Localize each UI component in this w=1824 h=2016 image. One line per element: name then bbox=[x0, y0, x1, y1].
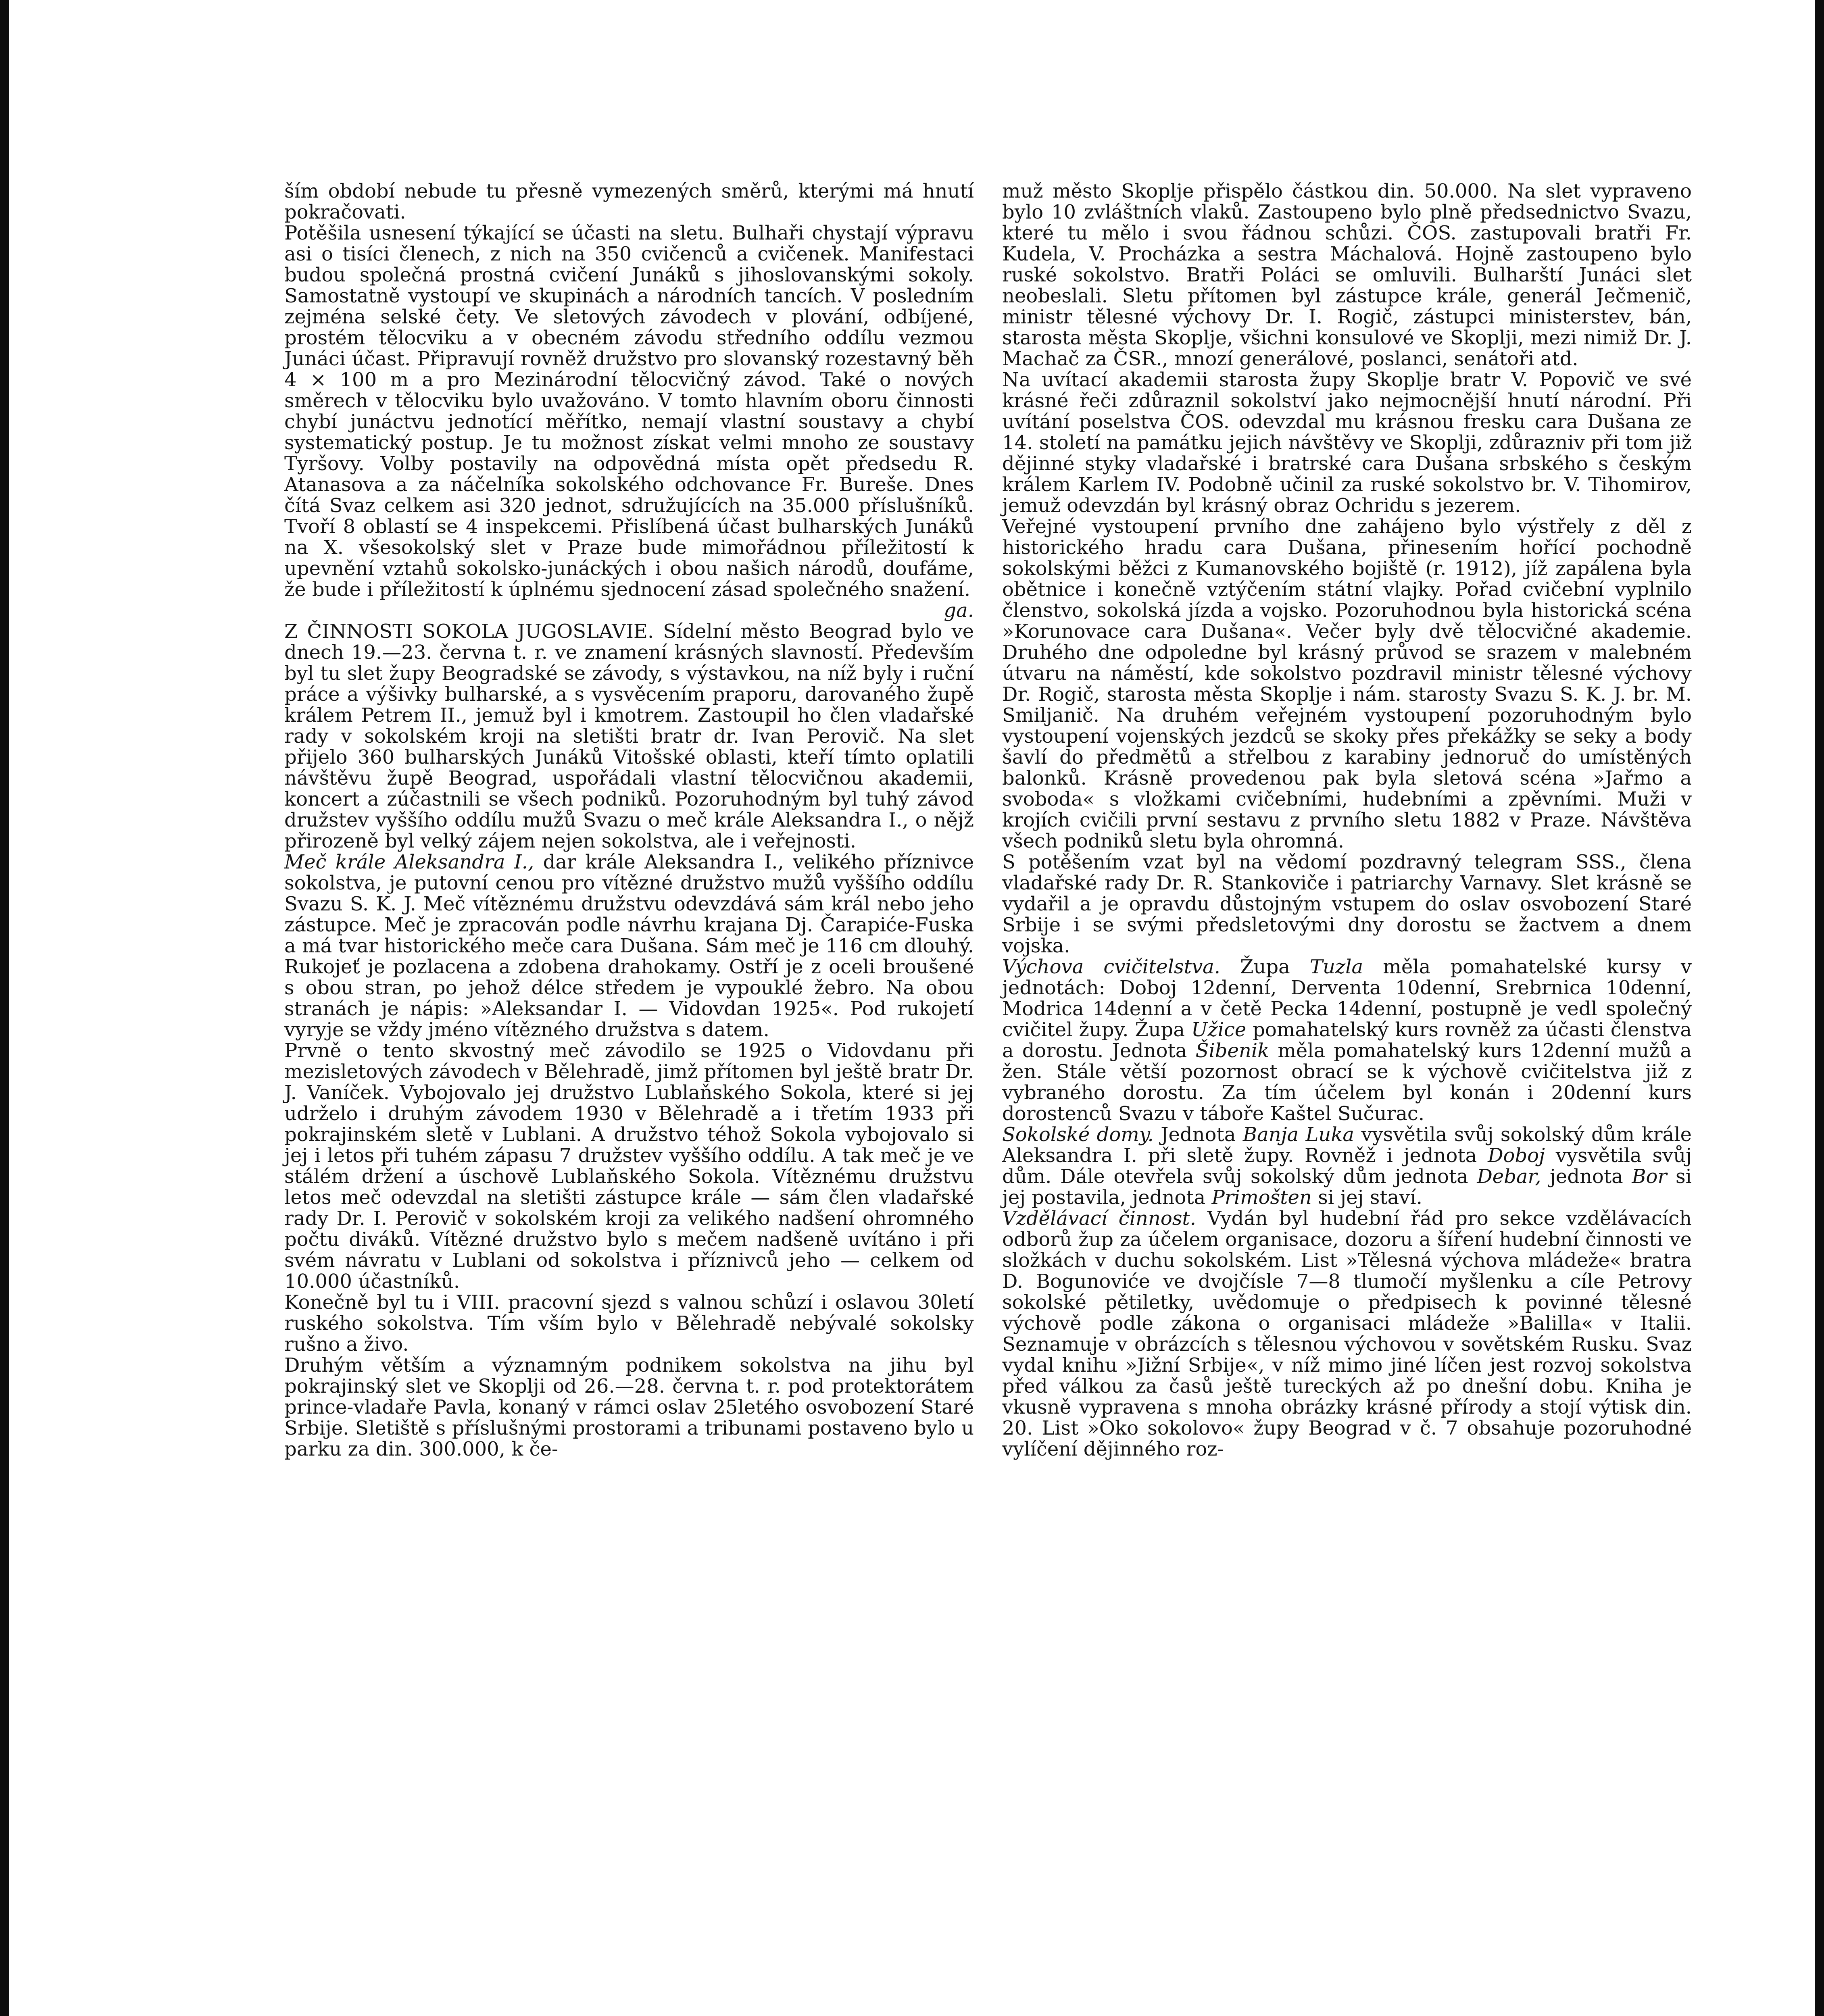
scan-edge-left bbox=[0, 0, 9, 2016]
paragraph: Druhým větším a významným podnikem sokolstva na jihu byl pokrajinský slet ve Skoplji od 26.—28. června t. r. pod protektorátem prince-vladaře Pavla, konaný v rámci oslav 25letého osvobození Staré Srbije. Sletiště s příslušnými prostorami a tribunami postaveno bylo u parku za din. 300.000, k če- bbox=[284, 1354, 974, 1460]
paragraph-text: Jednota bbox=[1161, 1123, 1236, 1146]
place-name: Banja Luka bbox=[1242, 1123, 1355, 1146]
paragraph-text: pomahatelský kurs rovněž za účasti členstva a dorostu. Jednota bbox=[1002, 1018, 1692, 1062]
paragraph: Veřejné vystoupení prvního dne zahájeno bylo výstřely z děl z historického hradu cara Dušana, přinesením hořící pochodně sokolskými běžci z Kumanovského bojiště (r. 1912), jíž zapálena byla obětnice i konečně vztýčením státní vlajky. Pořad cvičební vyplnilo členstvo, sokolská jízda a vojsko. Pozoruhodnou byla historická scéna »Korunovace cara Dušana«. Večer byly dvě tělocvičné akademie. Druhého dne odpoledne byl krásný průvod se srazem v malebném útvaru na náměstí, kde sokolstvo pozdravil ministr tělesné výchovy Dr. Rogič, starosta města Skoplje i nám. starosty Svazu S. K. J. br. M. Smiljanič. Na druhém veřejném vystoupení pozoruhodným bylo vystoupení vojenských jezdců se skoky přes překážky se seky a body šavlí do předmětů a střelbou z karabiny jednoruč do umístěných balonků. Krásně provedenou pak byla sletová scéna »Jařmo a svoboda« s vložkami cvičebními, hudebními a zpěvními. Muži v krojích cvičili první sestavu z prvního sletu 1882 v Praze. Návštěva všech podniků sletu byla ohromná. bbox=[1002, 515, 1692, 852]
paragraph: Prvně o tento skvostný meč závodilo se 1925 o Vidovdanu při mezisletových závodech v Bělehradě, jimž přítomen byl ještě bratr Dr. J. Vaníček. Vybojovalo jej družstvo Lublaňského Sokola, které si jej udrželo i druhým závodem 1930 v Bělehradě a i třetím 1933 při pokrajinském sletě v Lublani. A družstvo téhož Sokola vybojovalo si jej i letos při tuhém zápasu 7 družstev vyššího oddílu. A tak meč je ve stálém držení a úschově Lublaňského Sokola. Vítěznému družstvu letos meč odevzdal na sletišti zástupce krále — sám člen vladařské rady Dr. I. Perovič v sokolském kroji za velikého nadšení ohromného počtu diváků. Vítězné družstvo bylo s mečem nadšeně uvítáno i při svém návratu v Lublani od sokolstva i příznivců jeho — celkem od 10.000 účastníků. bbox=[284, 1039, 974, 1293]
paragraph bbox=[1002, 1124, 1692, 1208]
section-heading: Vzdělávací činnost. bbox=[1002, 1207, 1196, 1230]
left-column bbox=[284, 181, 974, 1460]
paragraph bbox=[284, 852, 974, 1040]
paragraph-text: jednota bbox=[1550, 1165, 1623, 1188]
scan-edge-right bbox=[1815, 0, 1824, 2016]
section-heading: Sokolské domy. bbox=[1002, 1123, 1154, 1146]
paragraph-text: Vydán byl hudební řád pro sekce vzdělávacích odborů žup za účelem organisace, dozoru a šíření hudební činnosti ve složkách v duchu sokolském. List »Tělesná výchova mládeže« bratra D. Bogunoviće ve dvojčísle 7—8 tlumočí myšlenku a cíle Petrovy sokolské pětiletky, uvědomuje o předpisech k povinné tělesné výchově podle zákona o organisaci mládeže »Balilla« v Italii. Seznamuje v obrázcích s tělesnou výchovou v sovětském Rusku. Svaz vydal knihu »Jižní Srbije«, v níž mimo jiné líčen jest rozvoj sokolstva před válkou za časů ještě tureckých až po dnešní dobu. Kniha je vkusně vypravena s mnoha obrázky krásné přírody a stojí výtisk din. 20. List »Oko sokolovo« župy Beograd v č. 7 obsahuje pozoruhodné vylíčení dějinného roz- bbox=[1002, 1207, 1692, 1460]
paragraph-text: Župa bbox=[1240, 956, 1290, 978]
paragraph-text: si jej postavila, jednota bbox=[1002, 1165, 1692, 1209]
paragraph-text: vysvětila svůj sokolský dům krále Aleksandra I. při sletě župy. Rovněž i jednota bbox=[1002, 1123, 1692, 1167]
paragraph: Konečně byl tu i VIII. pracovní sjezd s valnou schůzí i oslavou 30letí ruského sokolstva. Tím vším bylo v Bělehradě nebývalé sokolsky rušno a živo. bbox=[284, 1291, 974, 1356]
paragraph-text: Sídelní město Beograd bylo ve dnech 19.—23. června t. r. ve znamení krásných slavností. Především byl tu slet župy Beogradské se závody, s výstavkou, na níž byly i ruční práce a výšivky bulharské, a s vysvěcením praporu, darovaného župě králem Petrem II., jemuž byl i kmotrem. Zastoupil ho člen vladařské rady v sokolském kroji na sletišti bratr dr. Ivan Perovič. Na slet přijelo 360 bulharských Junáků Vitošské oblasti, kteří tímto oplatili návštěvu župě Beograd, uspořádali vlastní tělocvičnou akademii, koncert a zúčastnili se všech podniků. Pozoruhodným byl tuhý závod družstev vyššího oddílu mužů Svazu o meč krále Aleksandra I., o nějž přirozeně byl velký zájem nejen sokolstva, ale i veřejnosti. bbox=[284, 620, 974, 852]
place-name: Bor bbox=[1632, 1165, 1667, 1188]
paragraph-text: měla pomahatelské kursy v jednotách: Doboj 12denní, Derventa 10denní, Srebrnica 10denní, Modrica 14denní a v četě Pecka 14denní, postupně je vedl společný cvičitel župy. Župa bbox=[1002, 956, 1692, 1041]
section-heading: Meč krále Aleksandra I., bbox=[284, 851, 534, 873]
paragraph-text: měla pomahatelský kurs 12denní mužů a žen. Stále větší pozornost obrací se k výchově cvičitelstva již z vybraného dorostu. Za tím účelem byl konán i 20denní kurs dorostenců Svazu v táboře Kaštel Sučurac. bbox=[1002, 1039, 1692, 1125]
paragraph bbox=[1002, 956, 1692, 1124]
section-heading: Z ČINNOSTI SOKOLA JUGOSLAVIE. bbox=[284, 620, 654, 643]
paragraph bbox=[1002, 1208, 1692, 1460]
right-column bbox=[1002, 181, 1692, 1460]
place-name: Užice bbox=[1191, 1018, 1247, 1041]
paragraph-text: si jej staví. bbox=[1318, 1186, 1422, 1209]
paragraph: Na uvítací akademii starosta župy Skoplje bratr V. Popovič ve své krásné řeči zdůraznil sokolství jako nejmocnější hnutí národní. Při uvítání poselstva ČOS. odevzdal mu krásnou fresku cara Dušana ze 14. století na památku jejich návštěvy ve Skoplji, zdůrazniv při tom již dějinné styky vladařské i bratrské cara Dušana srbského s českým králem Karlem IV. Podobně učinil za ruské sokolstvo br. V. Tihomirov, jemuž odevzdán byl krásný obraz Ochridu s jezerem. bbox=[1002, 369, 1692, 517]
paragraph: S potěšením vzat byl na vědomí pozdravný telegram SSS., člena vladařské rady Dr. R. Stankoviče i patriarchy Varnavy. Slet krásně se vydařil a je opravdu důstojným vstupem do oslav osvobození Staré Srbije i se svými předsletovými dny dorostu se žactvem a dnem vojska. bbox=[1002, 851, 1692, 957]
place-name: Tuzla bbox=[1309, 956, 1363, 978]
author-signature: ga. bbox=[944, 599, 974, 622]
paragraph: ším období nebude tu přesně vymezených směrů, kterými má hnutí pokračovati. bbox=[284, 180, 974, 223]
place-name: Doboj bbox=[1488, 1144, 1545, 1167]
paragraph-text: vysvětila svůj dům. Dále otevřela svůj sokolský dům jednota bbox=[1002, 1144, 1692, 1188]
place-name: Debar, bbox=[1477, 1165, 1541, 1188]
paragraph: Potěšila usnesení týkající se účasti na sletu. Bulhaři chystají výpravu asi o tisíci členech, z nich na 350 cvičenců a cvičenek. Manifestaci budou společná prostná cvičení Junáků s jihoslovanskými sokoly. Samostatně vystoupí ve skupinách a národních tancích. V posledním zejména selské čety. Ve sletových závodech v plování, odbíjené, prostém tělocviku a v obecném závodu středního oddílu vezmou Junáci účast. Připravují rovněž družstvo pro slovanský rozestavný běh 4 × 100 m a pro Mezinárodní tělocvičný závod. Také o nových směrech v tělocviku bylo uvažováno. V tomto hlavním oboru činnosti chybí junáctvu jednotící měřítko, nemají vlastní soustavy a chybí systematický postup. Je tu možnost získat velmi mnoho ze soustavy Tyršovy. Volby postavily na odpovědná místa opět předsedu R. Atanasova a za náčelníka sokolského odchovance Fr. Bureše. Dnes čítá Svaz celkem asi 320 jednot, sdružujících na 35.000 příslušníků. Tvoří 8 oblastí se 4 inspekcemi. Přislíbená účast bulharských Junáků na X. všesokolský slet v Praze bude mimořádnou příležitostí k upevnění vztahů sokolsko-junáckých i obou našich národů, doufáme, že bude i příležitostí k úplnému sjednocení zásad společného snažení. bbox=[284, 222, 974, 601]
place-name: Šibenik bbox=[1195, 1039, 1270, 1062]
paragraph bbox=[284, 621, 974, 852]
section-heading: Výchova cvičitelstva. bbox=[1002, 956, 1220, 978]
paragraph: muž město Skoplje přispělo částkou din. 50.000. Na slet vypraveno bylo 10 zvláštních vlaků. Zastoupeno bylo plně předsednictvo Svazu, které tu mělo i svou řádnou schůzi. ČOS. zastupovali bratři Fr. Kudela, V. Procházka a sestra Máchalová. Hojně zastoupeno bylo ruské sokolstvo. Bratři Poláci se omluvili. Bulharští Junáci slet neobeslali. Sletu přítomen byl zástupce krále, generál Ječmenič, ministr tělesné výchovy Dr. I. Rogič, zástupci ministerstev, bán, starosta města Skoplje, všichni konsulové ve Skoplji, mezi nimiž Dr. J. Machač za ČSR., mnozí generálové, poslanci, senátoři atd. bbox=[1002, 180, 1692, 370]
place-name: Primošten bbox=[1211, 1186, 1312, 1209]
paragraph-text: dar krále Aleksandra I., velikého příznivce sokolstva, je putovní cenou pro vítězné družstvo mužů vyššího oddílu Svazu S. K. J. Meč vítěznému družstvu odevzdává sám král nebo jeho zástupce. Meč je zpracován podle návrhu krajana Dj. Čarapiće-Fuska a má tvar historického meče cara Dušana. Sám meč je 116 cm dlouhý. Rukojeť je pozlacena a zdobena drahokamy. Ostří je z oceli broušené s obou stran, po jehož délce středem je vypouklé žebro. Na obou stranách je nápis: »Aleksandar I. — Vidovdan 1925«. Pod rukojetí vyryje se vždy jméno vítězného družstva s datem. bbox=[284, 851, 974, 1041]
